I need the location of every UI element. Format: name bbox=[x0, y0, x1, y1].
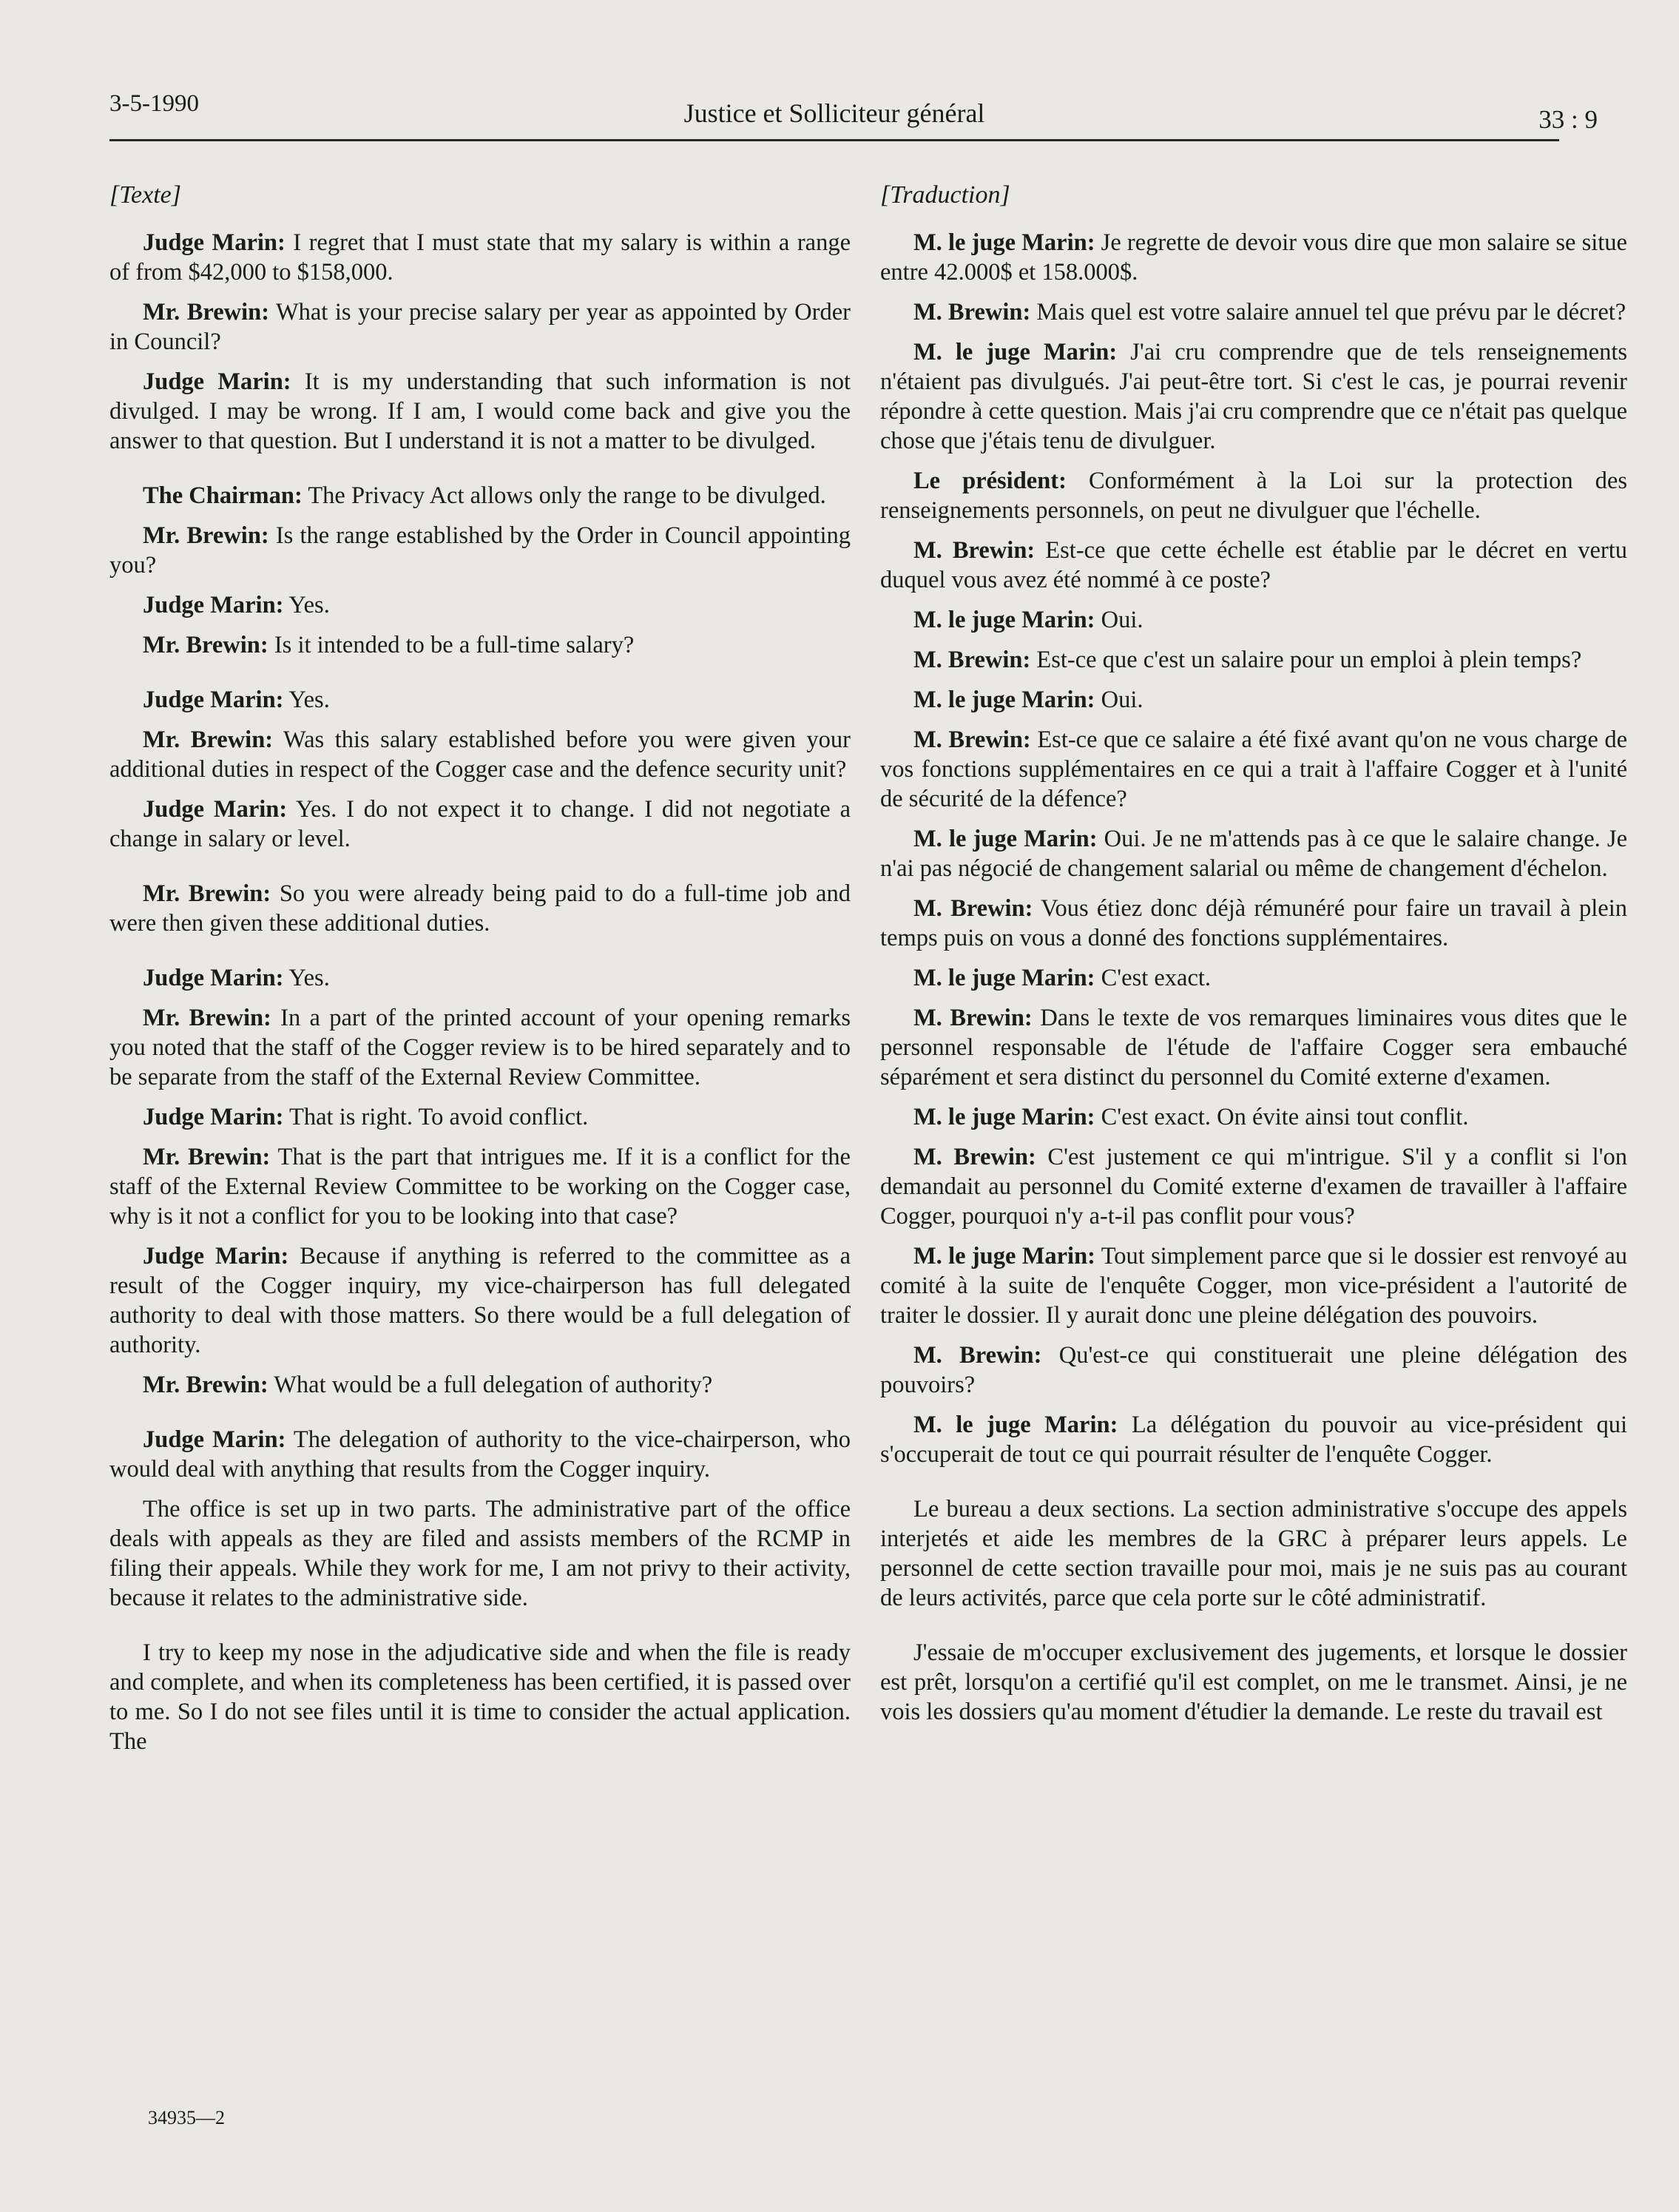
speaker-name: The Chairman: bbox=[143, 482, 303, 509]
paragraph bbox=[109, 1494, 851, 1613]
paragraph bbox=[109, 1102, 851, 1132]
speech-text: Est-ce que c'est un salaire pour un emploi à plein temps? bbox=[1030, 647, 1582, 673]
speech-text: Oui. bbox=[1095, 607, 1143, 633]
paragraph bbox=[109, 963, 851, 993]
speaker-name: M. Brewin: bbox=[913, 726, 1031, 753]
paragraph bbox=[109, 1142, 851, 1231]
speech-text: La délégation du pouvoir au vice-président qui s'occuperait de tout ce qui pourrait résulter de l'enquête Cogger. bbox=[880, 1412, 1628, 1468]
paragraph bbox=[880, 963, 1627, 993]
paragraph bbox=[109, 1241, 851, 1360]
paragraph bbox=[880, 1102, 1627, 1132]
speech-text: Yes. I do not expect it to change. I did not negotiate a change in salary or level. bbox=[109, 796, 851, 852]
speaker-name: M. le juge Marin: bbox=[913, 1412, 1118, 1438]
speech-text: Est-ce que cette échelle est établie par le décret en vertu duquel vous avez été nommé à ce poste? bbox=[880, 537, 1627, 593]
paragraph bbox=[109, 228, 851, 287]
speech-text: Was this salary established before you were given your additional duties in respect of the Cogger case and the defence security unit? bbox=[109, 726, 851, 783]
speaker-name: M. le juge Marin: bbox=[913, 826, 1098, 852]
paragraph bbox=[880, 228, 1627, 287]
speech-text: In a part of the printed account of your opening remarks you noted that the staff of the Cogger review is to be hired separately and to be separate from the staff of the External Review Committee. bbox=[109, 1005, 851, 1090]
paragraph bbox=[880, 725, 1627, 814]
speaker-name: Mr. Brewin: bbox=[143, 1372, 268, 1398]
paragraph bbox=[109, 630, 851, 660]
speaker-name: Mr. Brewin: bbox=[143, 1005, 271, 1031]
speech-text: I regret that I must state that my salary is within a range of from $42,000 to $158,000. bbox=[109, 229, 851, 286]
speech-text: Yes. bbox=[283, 965, 330, 991]
speaker-name: Judge Marin: bbox=[143, 1243, 289, 1269]
paragraph bbox=[880, 1638, 1627, 1727]
paragraph bbox=[109, 725, 851, 784]
speaker-name: M. le juge Marin: bbox=[913, 1104, 1095, 1130]
speaker-name: M. Brewin: bbox=[913, 895, 1033, 922]
paragraph bbox=[880, 337, 1627, 456]
paragraph bbox=[880, 894, 1627, 953]
speaker-name: Judge Marin: bbox=[143, 229, 286, 256]
paragraph bbox=[109, 879, 851, 938]
speech-text: J'essaie de m'occuper exclusivement des jugements, et lorsque le dossier est prêt, lorsqu'on a certifié qu'il est complet, on me le transmet. Ainsi, je ne vois les dossiers qu'au moment d'étudier la demande. Le reste du travail est bbox=[880, 1639, 1627, 1725]
speaker-name: Mr. Brewin: bbox=[143, 522, 269, 549]
english-column bbox=[109, 181, 851, 1767]
speaker-name: M. Brewin: bbox=[913, 1342, 1042, 1369]
paragraph bbox=[880, 645, 1627, 675]
speech-text: Vous étiez donc déjà rémunéré pour faire un travail à plein temps puis on vous a donné des fonctions supplémentaires. bbox=[880, 895, 1628, 951]
speech-text: Est-ce que ce salaire a été fixé avant qu'on ne vous charge de vos fonctions supplémentaires en ce qui a trait à l'affaire Cogger et à l'unité de sécurité de la défence? bbox=[880, 726, 1628, 812]
speaker-name: M. Brewin: bbox=[913, 1005, 1033, 1031]
speech-text: C'est exact. bbox=[1095, 965, 1212, 991]
print-code: 34935—2 bbox=[148, 2107, 225, 2128]
speaker-name: M. le juge Marin: bbox=[913, 339, 1118, 365]
speaker-name: M. le juge Marin: bbox=[913, 607, 1095, 633]
paragraph bbox=[109, 297, 851, 357]
speech-text: Is the range established by the Order in Council appointing you? bbox=[109, 522, 851, 579]
speech-text: That is right. To avoid conflict. bbox=[283, 1104, 589, 1130]
speaker-name: M. Brewin: bbox=[913, 1144, 1036, 1170]
paragraph bbox=[880, 536, 1627, 595]
speaker-name: M. le juge Marin: bbox=[913, 1243, 1095, 1269]
speech-text: So you were already being paid to do a full-time job and were then given these additional duties. bbox=[109, 880, 851, 937]
speaker-name: Mr. Brewin: bbox=[143, 726, 274, 753]
paragraph bbox=[880, 1341, 1627, 1400]
paragraph bbox=[109, 481, 851, 510]
speech-text: I try to keep my nose in the adjudicative side and when the file is ready and complete, and when its completeness has been certified, it is passed over to me. So I do not see files until it is time to consider the actual application. The bbox=[109, 1639, 851, 1755]
paragraph bbox=[880, 1003, 1627, 1092]
speech-text: The delegation of authority to the vice-chairperson, who would deal with anything that results from the Cogger inquiry. bbox=[109, 1426, 851, 1483]
header-date: 3-5-1990 bbox=[109, 90, 199, 117]
speaker-name: M. le juge Marin: bbox=[913, 687, 1095, 713]
speech-text: The Privacy Act allows only the range to be divulged. bbox=[302, 482, 826, 509]
speech-text: Oui. Je ne m'attends pas à ce que le salaire change. Je n'ai pas négocié de changement salarial ou même de changement d'échelon. bbox=[880, 826, 1628, 882]
speaker-name: M. le juge Marin: bbox=[913, 965, 1095, 991]
speech-text: J'ai cru comprendre que de tels renseignements n'étaient pas divulgués. J'ai peut-être tort. Si c'est le cas, je pourrai revenir répondre à cette question. Mais j'ai cru comprendre que ce n'était pas quelque chose que j'étais tenu de divulguer. bbox=[880, 339, 1628, 454]
speaker-name: M. Brewin: bbox=[913, 647, 1031, 673]
paragraph bbox=[109, 521, 851, 580]
speaker-name: Judge Marin: bbox=[143, 687, 284, 713]
speaker-name: Mr. Brewin: bbox=[143, 880, 271, 907]
speaker-name: Judge Marin: bbox=[143, 592, 284, 618]
speech-text: What is your precise salary per year as appointed by Order in Council? bbox=[109, 299, 851, 355]
paragraph bbox=[880, 1241, 1627, 1330]
paragraph bbox=[880, 466, 1627, 525]
speech-text: Dans le texte de vos remarques liminaires vous dites que le personnel responsable de l'étude de l'affaire Cogger sera embauché séparément et sera distinct du personnel du Comité externe d'examen. bbox=[880, 1005, 1627, 1090]
paragraph bbox=[109, 1370, 851, 1400]
speaker-name: Mr. Brewin: bbox=[143, 299, 270, 326]
page-header bbox=[109, 87, 1598, 141]
speaker-name: M. Brewin: bbox=[913, 299, 1031, 326]
speech-text: Conformément à la Loi sur la protection des renseignements personnels, on peut ne divulguer que l'échelle. bbox=[880, 468, 1627, 524]
header-title: Justice et Solliciteur général bbox=[683, 98, 985, 128]
paragraph bbox=[880, 1410, 1627, 1469]
paragraph bbox=[880, 824, 1627, 883]
speaker-name: Mr. Brewin: bbox=[143, 632, 268, 658]
speaker-name: Mr. Brewin: bbox=[143, 1144, 271, 1170]
paragraph bbox=[880, 1142, 1627, 1231]
speech-text: That is the part that intrigues me. If it is a conflict for the staff of the External Review Committee to be working on the Cogger case, why is it not a conflict for you to be looking into that case? bbox=[109, 1144, 851, 1230]
speech-text: C'est justement ce qui m'intrigue. S'il y a conflit si l'on demandait au personnel du Comité externe d'examen de travailler à l'affaire Cogger, pourquoi n'y a-t-il pas conflit pour vous? bbox=[880, 1144, 1628, 1230]
paragraph bbox=[880, 685, 1627, 715]
paragraph bbox=[109, 1003, 851, 1092]
speech-text: Because if anything is referred to the committee as a result of the Cogger inquiry, my vice-chairperson has full delegated authority to deal with those matters. So there would be a full delegation of authority. bbox=[109, 1243, 851, 1358]
speech-text: Oui. bbox=[1095, 687, 1143, 713]
header-page-number: 33 : 9 bbox=[1538, 105, 1598, 134]
speech-text: Le bureau a deux sections. La section administrative s'occupe des appels interjetés et aide les membres de la GRC à préparer leurs appels. Le personnel de cette section travaille pour moi, mais je ne suis pas au courant de leurs activités, parce que cela porte sur le côté administratif. bbox=[880, 1496, 1627, 1611]
speaker-name: Judge Marin: bbox=[143, 368, 291, 395]
speech-text: Yes. bbox=[283, 592, 330, 618]
paragraph bbox=[109, 685, 851, 715]
paragraph bbox=[109, 1638, 851, 1756]
paragraph bbox=[880, 605, 1627, 635]
paragraph bbox=[109, 590, 851, 620]
paragraph bbox=[109, 795, 851, 854]
language-label: [Traduction] bbox=[880, 181, 1010, 209]
speech-text: What would be a full delegation of authority? bbox=[268, 1372, 713, 1398]
speaker-name: Judge Marin: bbox=[143, 965, 284, 991]
speech-text: Is it intended to be a full-time salary? bbox=[268, 632, 635, 658]
speech-text: Mais quel est votre salaire annuel tel que prévu par le décret? bbox=[1030, 299, 1626, 326]
speech-text: Tout simplement parce que si le dossier est renvoyé au comité à la suite de l'enquête Cogger, mon vice-président a l'autorité de traiter le dossier. Il y aurait donc une pleine délégation des pouvoirs. bbox=[880, 1243, 1627, 1329]
speaker-name: Le président: bbox=[913, 468, 1067, 494]
speaker-name: M. le juge Marin: bbox=[913, 229, 1095, 256]
language-label: [Texte] bbox=[109, 181, 181, 209]
speech-text: Je regrette de devoir vous dire que mon salaire se situe entre 42.000$ et 158.000$. bbox=[880, 229, 1627, 286]
speech-text: C'est exact. On évite ainsi tout conflit. bbox=[1095, 1104, 1469, 1130]
paragraph bbox=[109, 1425, 851, 1484]
speech-text: It is my understanding that such information is not divulged. I may be wrong. If I am, I would come back and give you the answer to that question. But I understand it is not a matter to be divulged. bbox=[109, 368, 851, 454]
speaker-name: M. Brewin: bbox=[913, 537, 1036, 564]
speech-text: Yes. bbox=[283, 687, 330, 713]
paragraph bbox=[880, 1494, 1627, 1613]
speaker-name: Judge Marin: bbox=[143, 1104, 284, 1130]
french-column bbox=[880, 181, 1627, 1737]
speech-text: The office is set up in two parts. The administrative part of the office deals with appeals as they are filed and assists members of the RCMP in filing their appeals. While they work for me, I am not privy to their activity, because it relates to the administrative side. bbox=[109, 1496, 851, 1611]
speech-text: Qu'est-ce qui constituerait une pleine délégation des pouvoirs? bbox=[880, 1342, 1628, 1398]
paragraph bbox=[880, 297, 1627, 327]
speaker-name: Judge Marin: bbox=[143, 796, 288, 823]
speaker-name: Judge Marin: bbox=[143, 1426, 286, 1453]
paragraph bbox=[109, 367, 851, 456]
